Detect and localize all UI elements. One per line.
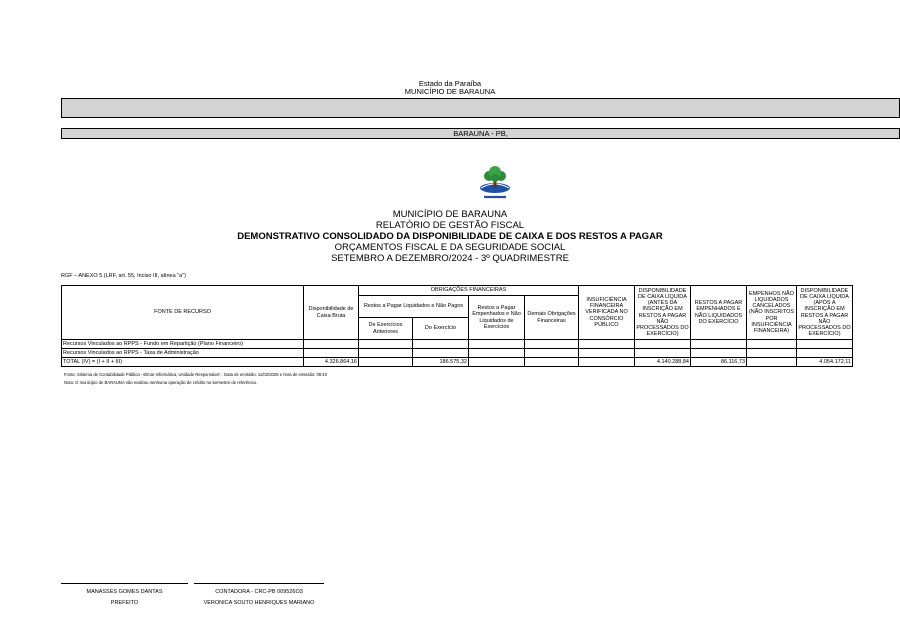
header-rp-empenhados: Restos a Pagar Empenhados e Não Liquidados de Exercícios bbox=[469, 296, 525, 340]
header-disp-apos: DISPONIBILIDADE DE CAIXA LÍQUIDA (APÓS A INSCRIÇÃO EM RESTOS A PAGAR NÃO PROCESSADOS DO EXERCÍCIO) bbox=[797, 286, 853, 340]
header-fonte-recurso: FONTE DE RECURSO bbox=[62, 286, 304, 340]
signature-line-accountant bbox=[194, 583, 324, 584]
total-disp-bruta: 4.326.864,16 bbox=[304, 358, 359, 367]
header-disp-bruta: Disponibilidade de Caixa Bruta bbox=[304, 286, 359, 340]
cash-availability-table bbox=[61, 285, 853, 367]
header-insuficiencia: INSUFICIÊNCIA FINANCEIRA VERIFICADA NO CONSÓRCIO PÚBLICO bbox=[579, 286, 635, 340]
header-empenhos-cancelados: EMPENHOS NÃO LIQUIDADOS CANCELADOS (NÃO INSCRITOS POR INSUFICIÊNCIA FINANCEIRA) bbox=[747, 286, 797, 340]
total-do-exercicio: 186.575,32 bbox=[413, 358, 469, 367]
header-demais-obrigacoes: Demais Obrigações Financeiras bbox=[525, 296, 579, 340]
signature-mayor-role: PREFEITO bbox=[110, 600, 139, 606]
header-disp-antes: DISPONIBILIDADE DE CAIXA LÍQUIDA (ANTES DA INSCRIÇÃO EM RESTOS A PAGAR NÃO PROCESSADOS DO EXERCÍCIO) bbox=[635, 286, 691, 340]
report-title-rgf: RELATÓRIO DE GESTÃO FISCAL bbox=[375, 220, 525, 231]
source-note: Fonte: Sistema de Contabilidade Pública - Elmar Informática, Unidade Responsável: . Data de emissão: 11/02/2025 e hora de emissão: 09:43 bbox=[64, 372, 327, 377]
row-label: Recursos Vinculados ao RPPS - Taxa de Administração bbox=[62, 349, 304, 358]
state-name: Estado da Paraíba bbox=[418, 79, 482, 88]
header-rp-liquidados: Restos a Pagar Liquidados e Não Pagos bbox=[359, 296, 469, 318]
total-disp-apos: 4.054.172,11 bbox=[797, 358, 853, 367]
footnote: Nota: O município de BARAUNA não realizou nenhuma operação de crédito no Semestre de referência. bbox=[64, 380, 257, 385]
report-subtitle-budgets: ORÇAMENTOS FISCAL E DA SEGURIDADE SOCIAL bbox=[334, 242, 566, 253]
municipal-logo-tree-icon bbox=[476, 166, 514, 202]
total-disp-antes: 4.140.288,84 bbox=[635, 358, 691, 367]
signature-accountant-crc: CONTADORA - CRC-PB 009526O3 bbox=[215, 589, 303, 595]
table-row bbox=[62, 349, 853, 358]
location-bar bbox=[61, 128, 900, 139]
location-text: BARAUNA - PB, bbox=[453, 129, 508, 138]
header-rp-emp-nl: RESTOS A PAGAR EMPENHADOS E NÃO LIQUIDADOS DO EXERCÍCIO bbox=[691, 286, 747, 340]
total-rp-emp-nl: 86.116,73 bbox=[691, 358, 747, 367]
total-label: TOTAL (IV) = (I + II + III) bbox=[62, 358, 304, 367]
header-exercicios-anteriores: De Exercícios Anteriores bbox=[359, 318, 413, 340]
signature-line-mayor bbox=[61, 583, 188, 584]
signature-accountant-name: VERONICA SOUTO HENRIQUES MARIANO bbox=[203, 600, 315, 606]
header-do-exercicio: Do Exercício bbox=[413, 318, 469, 340]
total-row bbox=[62, 358, 853, 367]
header-gray-bar bbox=[61, 98, 900, 118]
table-row bbox=[62, 340, 853, 349]
anexo-reference: RGF – ANEXO 5 (LRF, art. 55, Inciso III, alínea "a") bbox=[61, 273, 186, 279]
row-label: Recursos Vinculados ao RPPS - Fundo em Repartição (Plano Financeiro) bbox=[62, 340, 304, 349]
header-obrigacoes: OBRIGAÇÕES FINANCEIRAS bbox=[359, 286, 579, 296]
report-title-main: DEMONSTRATIVO CONSOLIDADO DA DISPONIBILIDADE DE CAIXA E DOS RESTOS A PAGAR bbox=[237, 231, 663, 242]
signature-mayor-name: MANASSES GOMES DANTAS bbox=[86, 589, 163, 595]
report-title-municipality: MUNICÍPIO DE BARAUNA bbox=[392, 209, 508, 220]
report-period: SETEMBRO A DEZEMBRO/2024 - 3º QUADRIMESTRE bbox=[331, 253, 569, 264]
municipality-name: MUNICÍPIO DE BARAUNA bbox=[404, 87, 496, 96]
